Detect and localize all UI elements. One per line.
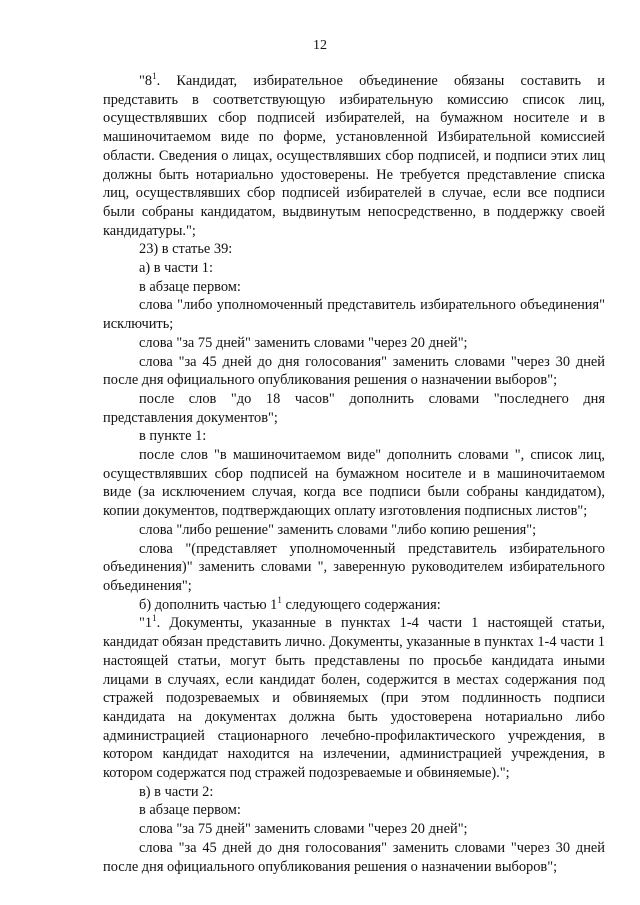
paragraph: слова "за 75 дней" заменить словами "через 20 дней";	[139, 334, 468, 351]
paragraph: в абзаце первом:	[139, 278, 241, 295]
paragraph-text: "1	[139, 615, 153, 632]
paragraph: слова "за 45 дней до дня голосования" заменить словами "через 30 дней после дня официального опубликования решения о назначении выборов";	[103, 839, 605, 875]
paragraph-article-8-1	[103, 72, 605, 240]
paragraph-add-part	[103, 596, 605, 615]
superscript: 1	[152, 613, 157, 624]
paragraph: в абзаце первом:	[139, 802, 241, 819]
paragraph-text: . Кандидат, избирательное объединение обязаны составить и представить в соответствующую избирательную комиссию список лиц, осуществлявших сбор подписей избирателей, на бумажном носителе и в машиночитаемом виде по форме, установленной Избирательной комиссией области. Сведения о лицах, осуществлявших сбор подписей, и подписи этих лиц должны быть нотариально удостоверены. Не требуется представление списка лиц, осуществлявших сбор подписей избирателей в случае, если все подписи были собраны кандидатом, выдвинутым непосредственно, в поддержку своей кандидатуры.";	[103, 73, 605, 239]
superscript: 1	[277, 594, 282, 605]
paragraph: слова "(представляет уполномоченный представитель избирательного объединения)" заменить словами ", заверенную руководителем избирательного объединения";	[103, 540, 605, 594]
paragraph: слова "за 45 дней до дня голосования" заменить словами "через 30 дней после дня официального опубликования решения о назначении выборов";	[103, 353, 605, 389]
document-body	[103, 72, 605, 876]
paragraph: в пункте 1:	[139, 428, 207, 445]
paragraph-text: следующего содержания:	[281, 596, 441, 613]
paragraph: слова "либо решение" заменить словами "либо копию решения";	[139, 521, 537, 538]
paragraph: в) в части 2:	[139, 783, 214, 800]
paragraph: а) в части 1:	[139, 260, 213, 277]
paragraph-text: . Документы, указанные в пунктах 1-4 части 1 настоящей статьи, кандидат обязан представить лично. Документы, указанные в пунктах 1-4 части 1 настоящей статьи, могут быть представлены по просьбе кандидата иными лицами в случаях, если кандидат болен, содержится в местах содержания под стражей подозреваемых и обвиняемых (при этом подлинность подписи кандидата на документах должна быть удостоверена нотариально либо администрацией стационарного лечебно-профилактического учреждения, в котором кандидат находится на излечении, администрацией учреждения, в котором содержатся под стражей подозреваемые и обвиняемые).";	[103, 615, 605, 782]
paragraph: после слов "в машиночитаемом виде" дополнить словами ", список лиц, осуществлявших сбор подписей на бумажном носителе и в машиночитаемом виде (за исключением случая, когда все подписи были собраны кандидатом), копии документов, подтверждающих оплату изготовления подписных листов";	[103, 447, 605, 520]
paragraph-text: б) дополнить частью 1	[139, 596, 278, 613]
page-number: 12	[313, 38, 327, 53]
paragraph: слова "за 75 дней" заменить словами "через 20 дней";	[139, 821, 468, 838]
paragraph: слова "либо уполномоченный представитель избирательного объединения" исключить;	[103, 297, 605, 333]
superscript: 1	[152, 71, 157, 81]
paragraph-part-1-1	[103, 614, 605, 782]
paragraph: после слов "до 18 часов" дополнить словами "последнего дня представления документов";	[103, 390, 605, 426]
paragraph-text: "8	[139, 73, 153, 89]
paragraph: 23) в статье 39:	[139, 241, 233, 258]
